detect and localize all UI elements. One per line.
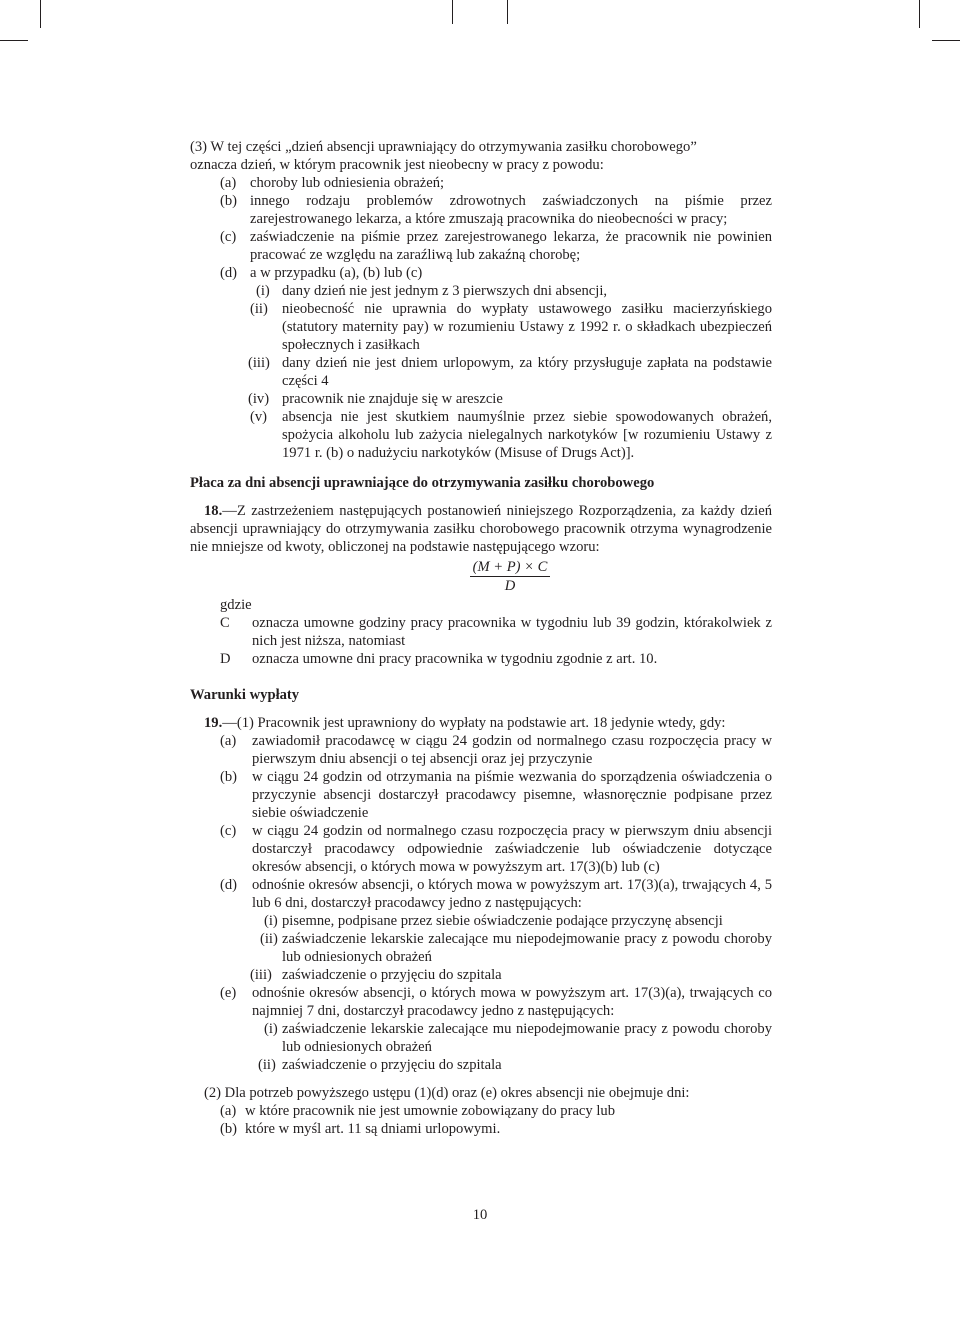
- item-text: zaświadczenie na piśmie przez zarejestrowanego lekarza, że pracownik nie powinien pracować ze względu na zaraźliwą lub zakaźną chorobę;: [250, 229, 772, 263]
- list-item: [190, 732, 772, 768]
- item-label: (e): [220, 985, 237, 1001]
- paragraph-text: —Z zastrzeżeniem następujących postanowień niniejszego Rozporządzenia, za każdy dzień absencji uprawniający do otrzymywania zasiłku chorobowego pracownik otrzyma wynagrodzenie nie mniejsze od kwoty, obliczonej na podstawie następującego wzoru:: [190, 503, 772, 555]
- paragraph-text: —(1) Pracownik jest uprawniony do wypłaty na podstawie art. 18 jedynie wtedy, gdy:: [222, 715, 726, 731]
- list-subitem: [190, 930, 772, 966]
- subitem-text: dany dzień nie jest jednym z 3 pierwszych dni absencji,: [282, 283, 608, 299]
- crop-mark: [0, 40, 28, 41]
- definition-text: oznacza umowne godziny pracy pracownika w tygodniu lub 39 godzin, którakolwiek z nich jest niższa, natomiast: [252, 615, 772, 649]
- item-label: (b): [220, 769, 238, 785]
- list-item: [190, 174, 772, 192]
- formula-denominator: D: [504, 578, 516, 594]
- list-item: [190, 228, 772, 264]
- section-number: 19.: [204, 715, 223, 731]
- list-item: [190, 768, 772, 822]
- definition-item: [190, 614, 772, 650]
- definition-item: [190, 650, 772, 668]
- item-text: w ciągu 24 godzin od normalnego czasu rozpoczęcia pracy w pierwszym dniu absencji dostarczył pracodawcy odpowiednie zaświadczenie lub oświadczenie dotyczące okresów absencji, o których mowa w powyższym art. 17(3)(b) lub (c): [252, 823, 772, 875]
- subitem-label: (ii): [258, 1057, 276, 1073]
- list-item: [190, 192, 772, 228]
- list-subitem: [190, 408, 772, 462]
- item-label: (c): [220, 823, 237, 839]
- list-subitem: [190, 1056, 772, 1074]
- definition-text: oznacza umowne dni pracy pracownika w tygodniu zgodnie z art. 10.: [252, 651, 658, 667]
- list-subitem: [190, 1020, 772, 1056]
- subitem-text: absencja nie jest skutkiem naumyślnie przez siebie spowodowanych obrażeń, spożycia alkoholu lub zażycia nielegalnych narkotyków [w rozumieniu Ustawy z 1971 r. (b) o nadużyciu narkotyków (Misuse of Drugs Act)].: [282, 409, 772, 461]
- subitem-text: nieobecność nie uprawnia do wypłaty ustawowego zasiłku macierzyńskiego (statutory maternity pay) w rozumieniu Ustawy z 1992 r. o składkach ubezpieczeń społecznych i zasiłkach: [282, 301, 772, 353]
- subitem-text: pisemne, podpisane przez siebie oświadczenie podające przyczynę absencji: [282, 913, 723, 929]
- subitem-label: (i): [264, 913, 278, 929]
- section-heading: Płaca za dni absencji uprawniające do otrzymywania zasiłku chorobowego: [190, 475, 655, 491]
- definition-symbol: C: [220, 615, 230, 631]
- item-text: które w myśl art. 11 są dniami urlopowymi.: [245, 1121, 501, 1137]
- item-label: (d): [220, 877, 238, 893]
- item-text: a w przypadku (a), (b) lub (c): [250, 265, 423, 281]
- subitem-text: zaświadczenie lekarskie zalecające mu niepodejmowanie pracy z powodu choroby lub odniesionych obrażeń: [282, 931, 772, 965]
- list-subitem: [190, 912, 772, 930]
- list-subitem: [190, 354, 772, 390]
- list-subitem: [190, 300, 772, 354]
- document-page: [190, 128, 772, 1138]
- item-text: w ciągu 24 godzin od otrzymania na piśmie wezwania do sporządzenia oświadczenia o przyczynie absencji dostarczył pracodawcy pisemne, własnoręcznie podpisane przez siebie oświadczenie: [252, 769, 772, 821]
- list-subitem: [190, 966, 772, 984]
- subitem-text: zaświadczenie lekarskie zalecające mu niepodejmowanie pracy z powodu choroby lub odniesionych obrażeń: [282, 1021, 772, 1055]
- item-label: (a): [220, 175, 237, 191]
- list-item: [190, 876, 772, 912]
- item-text: innego rodzaju problemów zdrowotnych zaświadczonych na piśmie przez zarejestrowanego lekarza, a które zmuszają pracownika do nieobecności w pracy;: [250, 193, 772, 227]
- subitem-text: dany dzień nie jest dniem urlopowym, za który przysługuje zapłata na podstawie części 4: [282, 355, 772, 389]
- list-item: [190, 984, 772, 1020]
- list-subitem: [190, 282, 772, 300]
- subitem-label: (iii): [250, 967, 272, 983]
- crop-mark: [919, 0, 920, 28]
- item-text: w które pracownik nie jest umownie zobowiązany do pracy lub: [245, 1103, 616, 1119]
- subitem-label: (ii): [250, 301, 268, 317]
- paragraph-19: [190, 714, 772, 732]
- section-number: 18.: [204, 503, 223, 519]
- subitem-label: (i): [256, 283, 270, 299]
- item-label: (d): [220, 265, 238, 281]
- item-text: choroby lub odniesienia obrażeń;: [250, 175, 445, 191]
- list-item: [190, 822, 772, 876]
- subitem-label: (v): [250, 409, 268, 425]
- definition-symbol: D: [220, 651, 231, 667]
- crop-mark: [40, 0, 41, 28]
- list-item: [190, 264, 772, 282]
- paragraph-intro-line2: oznacza dzień, w którym pracownik jest nieobecny w pracy z powodu:: [190, 157, 604, 173]
- subitem-label: (i): [264, 1021, 278, 1037]
- subitem-label: (iv): [248, 391, 270, 407]
- item-label: (a): [220, 1103, 237, 1119]
- page-number: 10: [472, 1207, 488, 1223]
- formula-numerator: (M + P) × C: [472, 559, 548, 575]
- paragraph-18: [190, 502, 772, 556]
- item-text: odnośnie okresów absencji, o których mowa w powyższym art. 17(3)(a), trwających 4, 5 lub 6 dni, dostarczył pracodawcy jedno z następujących:: [252, 877, 772, 911]
- item-label: (a): [220, 733, 237, 749]
- subitem-text: pracownik nie znajduje się w areszcie: [282, 391, 503, 407]
- item-label: (b): [220, 193, 238, 209]
- where-label: gdzie: [220, 597, 252, 613]
- paragraph-19-2: (2) Dla potrzeb powyższego ustępu (1)(d) oraz (e) okres absencji nie obejmuje dni:: [204, 1085, 690, 1101]
- list-item: [190, 1102, 772, 1120]
- subitem-text: zaświadczenie o przyjęciu do szpitala: [282, 967, 502, 983]
- paragraph-intro-line1: (3) W tej części „dzień absencji uprawniający do otrzymywania zasiłku chorobowego”: [190, 139, 697, 155]
- formula: [470, 558, 772, 596]
- list-subitem: [190, 390, 772, 408]
- crop-mark: [452, 0, 453, 24]
- section-heading: Warunki wypłaty: [190, 687, 300, 703]
- subitem-label: (iii): [248, 355, 270, 371]
- subitem-label: (ii): [260, 931, 278, 947]
- item-text: odnośnie okresów absencji, o których mowa w powyższym art. 17(3)(a), trwających co najmniej 7 dni, dostarczył pracodawcy jedno z następujących:: [252, 985, 772, 1019]
- crop-mark: [932, 40, 960, 41]
- crop-mark: [507, 0, 508, 24]
- subitem-text: zaświadczenie o przyjęciu do szpitala: [282, 1057, 502, 1073]
- list-item: [190, 1120, 772, 1138]
- item-text: zawiadomił pracodawcę w ciągu 24 godzin od normalnego czasu rozpoczęcia pracy w pierwszym dniu absencji o tej absencji oraz jej przyczynie: [252, 733, 772, 767]
- item-label: (c): [220, 229, 237, 245]
- item-label: (b): [220, 1121, 238, 1137]
